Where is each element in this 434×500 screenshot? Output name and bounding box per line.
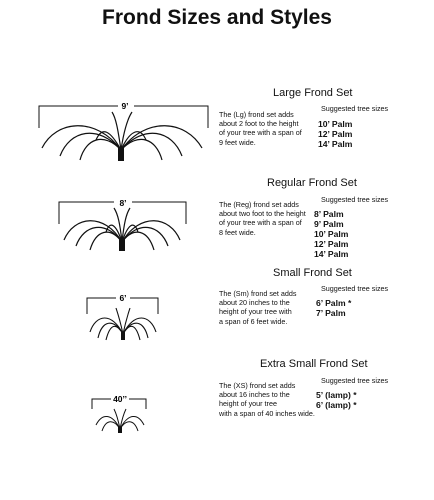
small-set-title: Small Frond Set [273,267,352,279]
small-frond-diagram [84,292,224,352]
size-item: 5’ (lamp) * [316,390,357,400]
large-set-description: The (Lg) frond set adds about 2 foot to the height of your tree with a span of 9 feet wide. [219,110,302,147]
extra-small-set-description: The (XS) frond set adds about 16 inches to the height of your tree with a span of 40 inches wide. [219,381,315,418]
size-item: 9’ Palm [314,219,344,229]
size-item: 6’ Palm * [316,298,352,308]
size-item: 14’ Palm [314,249,349,259]
regular-span-label: 8’ [119,198,127,208]
size-item: 10’ Palm [318,119,353,129]
small-size-list [316,298,351,318]
size-item: 12’ Palm [314,239,349,249]
size-item: 6’ (lamp) * [316,400,357,410]
size-item: 12’ Palm [318,129,353,139]
small-suggested-label: Suggested tree sizes [321,284,389,293]
large-span-label: 9’ [121,101,129,111]
extra-small-frond-diagram [90,395,190,445]
regular-size-list [314,209,348,259]
large-set-title: Large Frond Set [273,87,353,99]
size-item: 7’ Palm [316,308,346,318]
large-suggested-label: Suggested tree sizes [321,104,389,113]
small-set-description: The (Sm) frond set adds about 20 inches to the height of your tree with a span of 6 feet wide. [219,289,297,326]
extra-small-suggested-label: Suggested tree sizes [321,376,389,385]
extra-small-set-title: Extra Small Frond Set [260,358,368,370]
regular-frond-diagram [56,196,256,266]
large-size-list [318,119,352,149]
regular-set-title: Regular Frond Set [267,177,357,189]
regular-suggested-label: Suggested tree sizes [321,195,389,204]
extra-small-size-list [316,390,357,410]
page-title: Frond Sizes and Styles [102,6,332,29]
small-span-label: 6’ [119,293,127,303]
extra-small-span-label: 40’’ [113,394,127,404]
large-frond-diagram [36,100,236,170]
size-item: 14’ Palm [318,139,353,149]
size-item: 8’ Palm [314,209,344,219]
regular-set-description: The (Reg) frond set adds about two foot to the height of your tree with a span of 8 feet wide. [219,200,306,237]
size-item: 10’ Palm [314,229,349,239]
